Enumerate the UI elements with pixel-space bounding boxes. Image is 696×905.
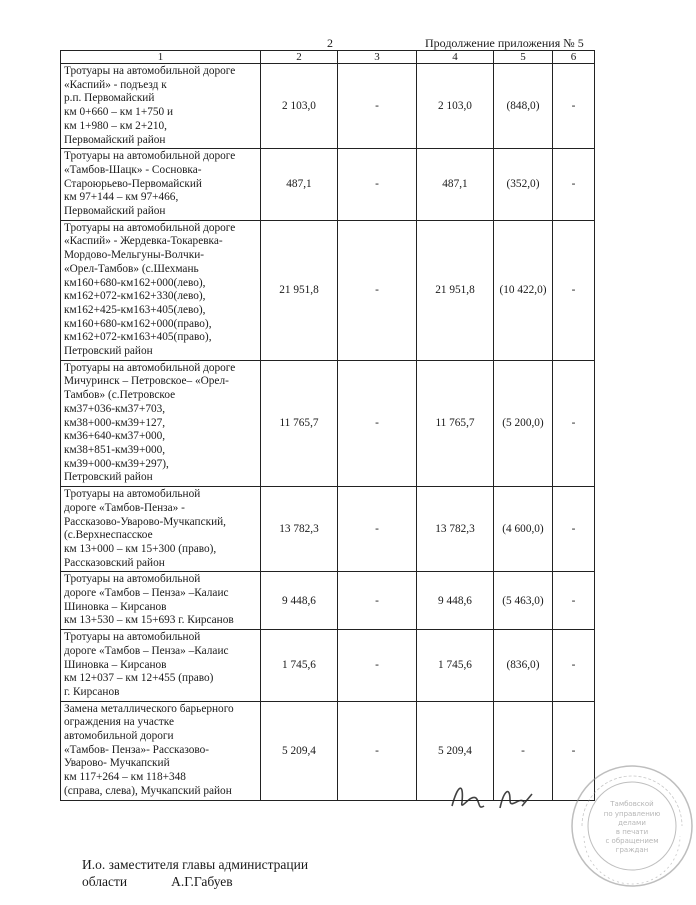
description-line: Рассказово-Уварово-Мучкапский, <box>64 515 226 528</box>
description-line: (с.Верхнеспасское <box>64 529 153 542</box>
table-row <box>61 64 595 149</box>
appendix-table <box>60 50 595 801</box>
value-col3: - <box>338 487 417 572</box>
description-line: км162+072-км162+330(лево), <box>64 290 206 303</box>
value-col3: - <box>338 220 417 360</box>
value-col2: 2 103,0 <box>261 64 338 149</box>
row-description <box>61 487 261 572</box>
table-row <box>61 360 595 486</box>
description-line: Тамбов» (с.Петровское <box>64 389 176 402</box>
page-number: 2 <box>327 36 333 50</box>
description-line: Петровский район <box>64 345 153 358</box>
continuation-heading: Продолжение приложения № 5 <box>425 36 584 50</box>
value-col4: 13 782,3 <box>417 487 494 572</box>
table-row <box>61 149 595 221</box>
stamp-line: граждан <box>615 846 649 854</box>
description-line: км162+425-км163+405(лево), <box>64 303 206 316</box>
column-header-1: 1 <box>61 51 261 64</box>
value-col5: (10 422,0) <box>494 220 553 360</box>
value-col4: 2 103,0 <box>417 64 494 149</box>
description-line: Шиновка – Кирсанов <box>64 658 167 671</box>
value-col3: - <box>338 701 417 800</box>
description-line: Тротуары на автомобильной <box>64 488 201 501</box>
description-line: км39+000-км39+297), <box>64 457 169 470</box>
value-col4: 487,1 <box>417 149 494 221</box>
signature-block <box>82 856 308 890</box>
column-header-6: 6 <box>553 51 595 64</box>
description-line: автомобильной дороги <box>64 730 174 743</box>
description-line: км38+851-км39+000, <box>64 443 166 456</box>
value-col6: - <box>553 487 595 572</box>
value-col6: - <box>553 64 595 149</box>
description-line: «Каспий» - Жердевка-Токаревка- <box>64 235 223 248</box>
signature-image <box>448 776 558 816</box>
description-line: «Тамбов-Шацк» - Сосновка- <box>64 163 202 176</box>
description-line: Рассказовский район <box>64 556 165 569</box>
description-line: дороге «Тамбов – Пенза» –Калаис <box>64 587 229 600</box>
table-header-row <box>61 51 595 64</box>
signatory-position: И.о. заместителя главы администрации <box>82 857 309 872</box>
value-col4: 1 745,6 <box>417 630 494 702</box>
value-col6: - <box>553 630 595 702</box>
description-line: ограждения на участке <box>64 716 175 729</box>
value-col5: - <box>494 701 553 800</box>
description-line: Петровский район <box>64 471 153 484</box>
description-line: км160+680-км162+000(лево), <box>64 276 206 289</box>
value-col4: 11 765,7 <box>417 360 494 486</box>
row-description <box>61 701 261 800</box>
signatory-name: А.Г.Габуев <box>171 874 233 889</box>
description-line: км 12+037 – км 12+455 (право) <box>64 672 214 685</box>
value-col3: - <box>338 360 417 486</box>
description-line: км38+000-км39+127, <box>64 416 166 429</box>
value-col6: - <box>553 220 595 360</box>
value-col6: - <box>553 572 595 630</box>
value-col5: (836,0) <box>494 630 553 702</box>
table-row <box>61 487 595 572</box>
row-description <box>61 572 261 630</box>
value-col2: 21 951,8 <box>261 220 338 360</box>
description-line: км 117+264 – км 118+348 <box>64 771 186 784</box>
table-row <box>61 220 595 360</box>
description-line: км162+072-км163+405(право), <box>64 331 212 344</box>
row-description <box>61 149 261 221</box>
value-col6: - <box>553 360 595 486</box>
value-col6: - <box>553 701 595 800</box>
column-header-2: 2 <box>261 51 338 64</box>
value-col4: 21 951,8 <box>417 220 494 360</box>
row-description <box>61 630 261 702</box>
description-line: (справа, слева), Мучкапский район <box>64 784 232 797</box>
official-stamp <box>568 762 696 890</box>
value-col3: - <box>338 572 417 630</box>
row-description <box>61 360 261 486</box>
stamp-line: по управлению <box>603 810 661 818</box>
description-line: км 97+144 – км 97+466, <box>64 191 179 204</box>
description-line: Первомайский район <box>64 205 166 218</box>
value-col2: 487,1 <box>261 149 338 221</box>
description-line: Мичуринск – Петровское– «Орел- <box>64 375 229 388</box>
value-col2: 13 782,3 <box>261 487 338 572</box>
description-line: км 13+530 – км 15+693 г. Кирсанов <box>64 614 234 627</box>
value-col5: (4 600,0) <box>494 487 553 572</box>
value-col2: 5 209,4 <box>261 701 338 800</box>
stamp-line: в печати <box>615 828 649 836</box>
description-line: Шиновка – Кирсанов <box>64 600 167 613</box>
description-line: Тротуары на автомобильной дороге <box>64 221 236 234</box>
value-col4: 5 209,4 <box>417 701 494 800</box>
description-line: «Орел-Тамбов» (с.Шехмань <box>64 262 199 275</box>
description-line: Тротуары на автомобильной дороге <box>64 361 236 374</box>
value-col6: - <box>553 149 595 221</box>
description-line: г. Кирсанов <box>64 685 120 698</box>
description-line: км36+640-км37+000, <box>64 430 166 443</box>
description-line: Первомайский район <box>64 133 166 146</box>
description-line: км160+680-км162+000(право), <box>64 317 212 330</box>
signatory-region: области <box>82 874 128 889</box>
description-line: Замена металлического барьерного <box>64 702 234 715</box>
description-line: км 1+980 – км 2+210, <box>64 119 167 132</box>
description-line: Мордово-Мельгуны-Волчки- <box>64 249 205 262</box>
description-line: «Каспий» - подъезд к <box>64 78 167 91</box>
value-col5: (352,0) <box>494 149 553 221</box>
description-line: км37+036-км37+703, <box>64 402 166 415</box>
description-line: Тротуары на автомобильной дороге <box>64 65 236 77</box>
value-col5: (5 463,0) <box>494 572 553 630</box>
description-line: дороге «Тамбов-Пенза» - <box>64 501 185 514</box>
value-col2: 1 745,6 <box>261 630 338 702</box>
stamp-line: с обращением <box>605 837 659 845</box>
column-header-5: 5 <box>494 51 553 64</box>
description-line: км 0+660 – км 1+750 и <box>64 106 174 119</box>
value-col3: - <box>338 149 417 221</box>
value-col2: 11 765,7 <box>261 360 338 486</box>
description-line: Староюрьево-Первомайский <box>64 177 202 190</box>
value-col2: 9 448,6 <box>261 572 338 630</box>
table-row <box>61 630 595 702</box>
description-line: р.п. Первомайский <box>64 92 155 105</box>
column-header-3: 3 <box>338 51 417 64</box>
description-line: км 13+000 – км 15+300 (право), <box>64 542 217 555</box>
value-col5: (848,0) <box>494 64 553 149</box>
description-line: Уварово- Мучкапский <box>64 757 170 770</box>
value-col4: 9 448,6 <box>417 572 494 630</box>
stamp-line: делами <box>618 819 646 827</box>
value-col3: - <box>338 64 417 149</box>
description-line: Тротуары на автомобильной <box>64 573 201 586</box>
description-line: дороге «Тамбов – Пенза» –Калаис <box>64 644 229 657</box>
stamp-line: Тамбовской <box>610 800 654 808</box>
description-line: Тротуары на автомобильной <box>64 631 201 644</box>
row-description <box>61 64 261 149</box>
description-line: Тротуары на автомобильной дороге <box>64 150 236 163</box>
column-header-4: 4 <box>417 51 494 64</box>
value-col3: - <box>338 630 417 702</box>
value-col5: (5 200,0) <box>494 360 553 486</box>
table-row <box>61 572 595 630</box>
description-line: «Тамбов- Пенза»- Рассказово- <box>64 743 210 756</box>
row-description <box>61 220 261 360</box>
